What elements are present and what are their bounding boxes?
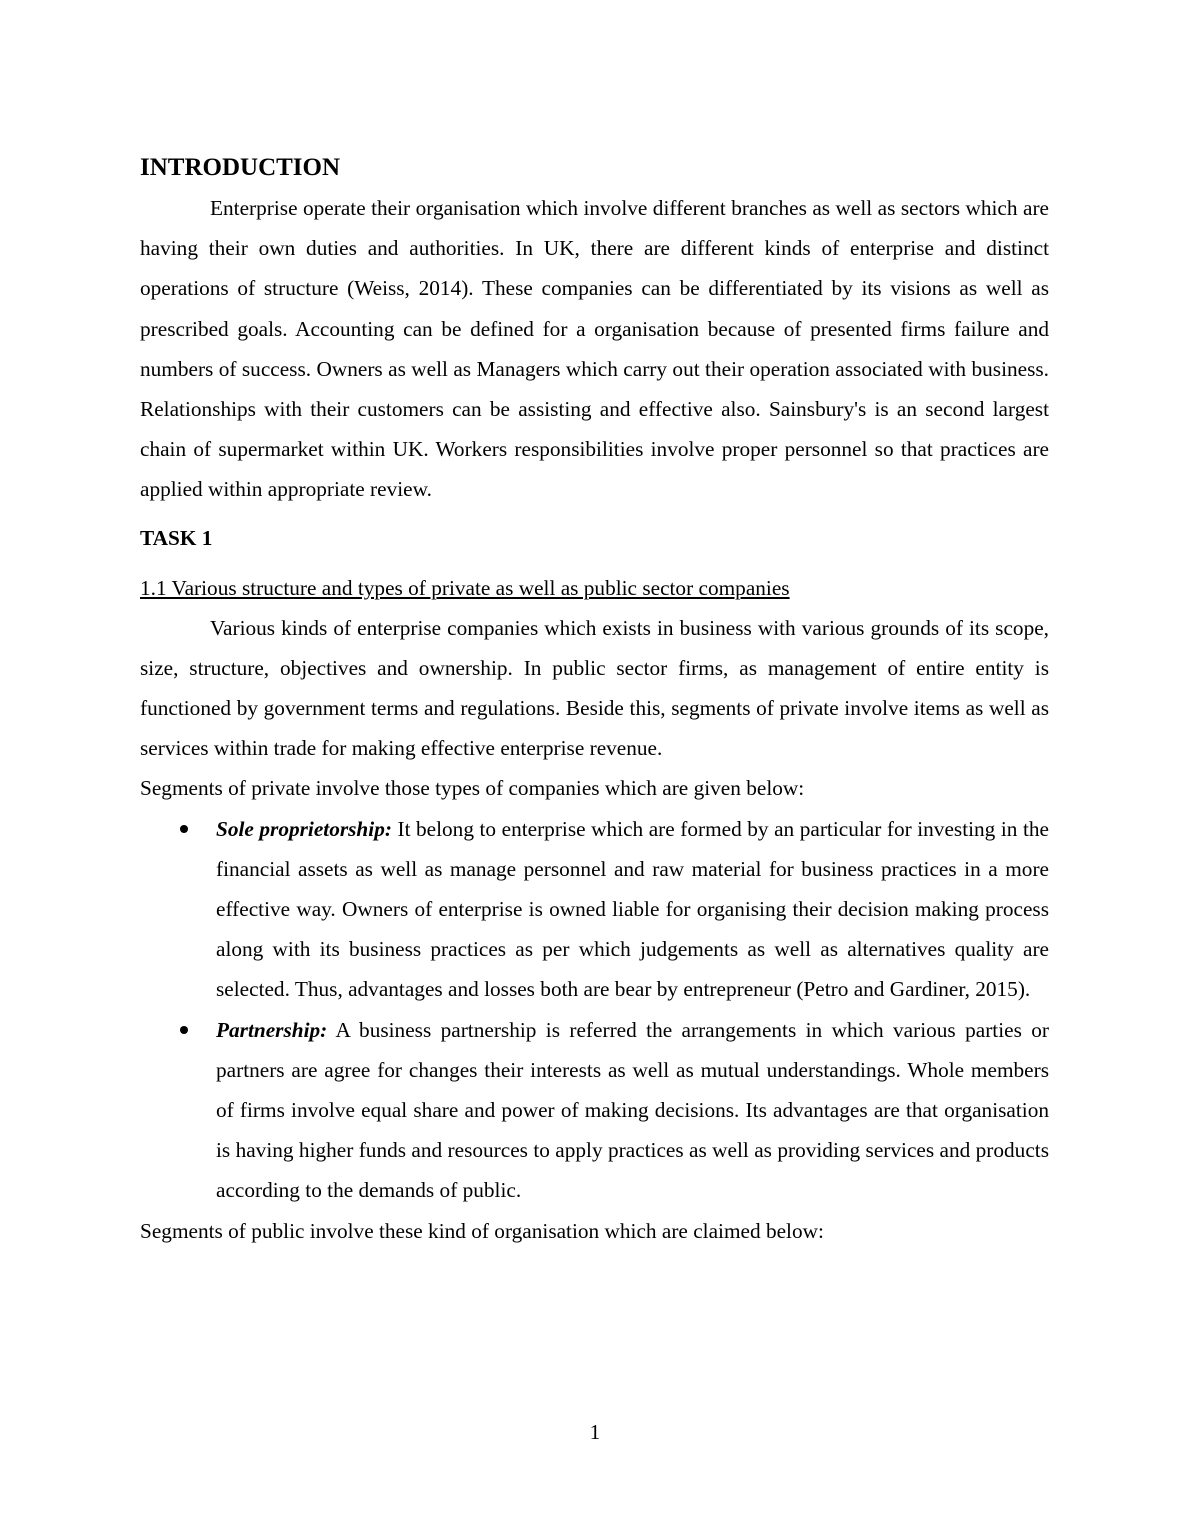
introduction-paragraph: Enterprise operate their organisation which involve different branches as well as sectors which are having their own duties and authorities. In UK, there are different kinds of enterprise and distinct operations of structure (Weiss, 2014). These companies can be differentiated by its visions as well as prescribed goals. Accounting can be defined for a organisation because of presented firms failure and numbers of success. Owners as well as Managers which carry out their operation associated with business. Relationships with their customers can be assisting and effective also. Sainsbury's is an second largest chain of supermarket within UK. Workers responsibilities involve proper personnel so that practices are applied within appropriate review.	[140, 196, 1049, 502]
public-sector-intro: Segments of public involve these kind of organisation which are claimed below:	[140, 1218, 824, 1243]
section-1-1-paragraph: Various kinds of enterprise companies which exists in business with various grounds of its scope, size, structure, objectives and ownership. In public sector firms, as management of entire entity is functioned by government terms and regulations. Beside this, segments of private involve items as well as services within trade for making effective enterprise revenue.	[140, 615, 1049, 761]
private-sector-intro: Segments of private involve those types of companies which are given below:	[140, 776, 805, 801]
list-item-partnership	[140, 1010, 1049, 1211]
bullet-icon	[180, 825, 188, 833]
introduction-heading: INTRODUCTION	[140, 154, 341, 181]
list-item-term: Partnership:	[216, 1017, 328, 1042]
page-number: 1	[589, 1420, 601, 1444]
list-item-text: A business partnership is referred the arrangements in which various parties or partners are agree for changes their interests as well as mutual understandings. Whole members of firms involve equal share and power of making decisions. Its advantages are that organisation is having higher funds and resources to apply practices as well as providing services and products according to the demands of public.	[216, 1017, 1049, 1203]
task-1-heading: TASK 1	[140, 525, 213, 550]
list-item-text: It belong to enterprise which are formed by an particular for investing in the financial assets as well as manage personnel and raw material for business practices in a more effective way. Owners of enterprise is owned liable for organising their decision making process along with its business practices as per which judgements as well as alternatives quality are selected. Thus, advantages and losses both are bear by entrepreneur (Petro and Gardiner, 2015).	[216, 816, 1049, 1002]
private-sector-list	[140, 809, 1049, 1211]
section-1-1-title: 1.1 Various structure and types of private as well as public sector companies	[140, 575, 790, 600]
bullet-icon	[180, 1026, 188, 1034]
page-content	[140, 148, 1049, 1251]
list-item-term: Sole proprietorship:	[216, 816, 392, 841]
list-item-sole-proprietorship	[140, 809, 1049, 1010]
